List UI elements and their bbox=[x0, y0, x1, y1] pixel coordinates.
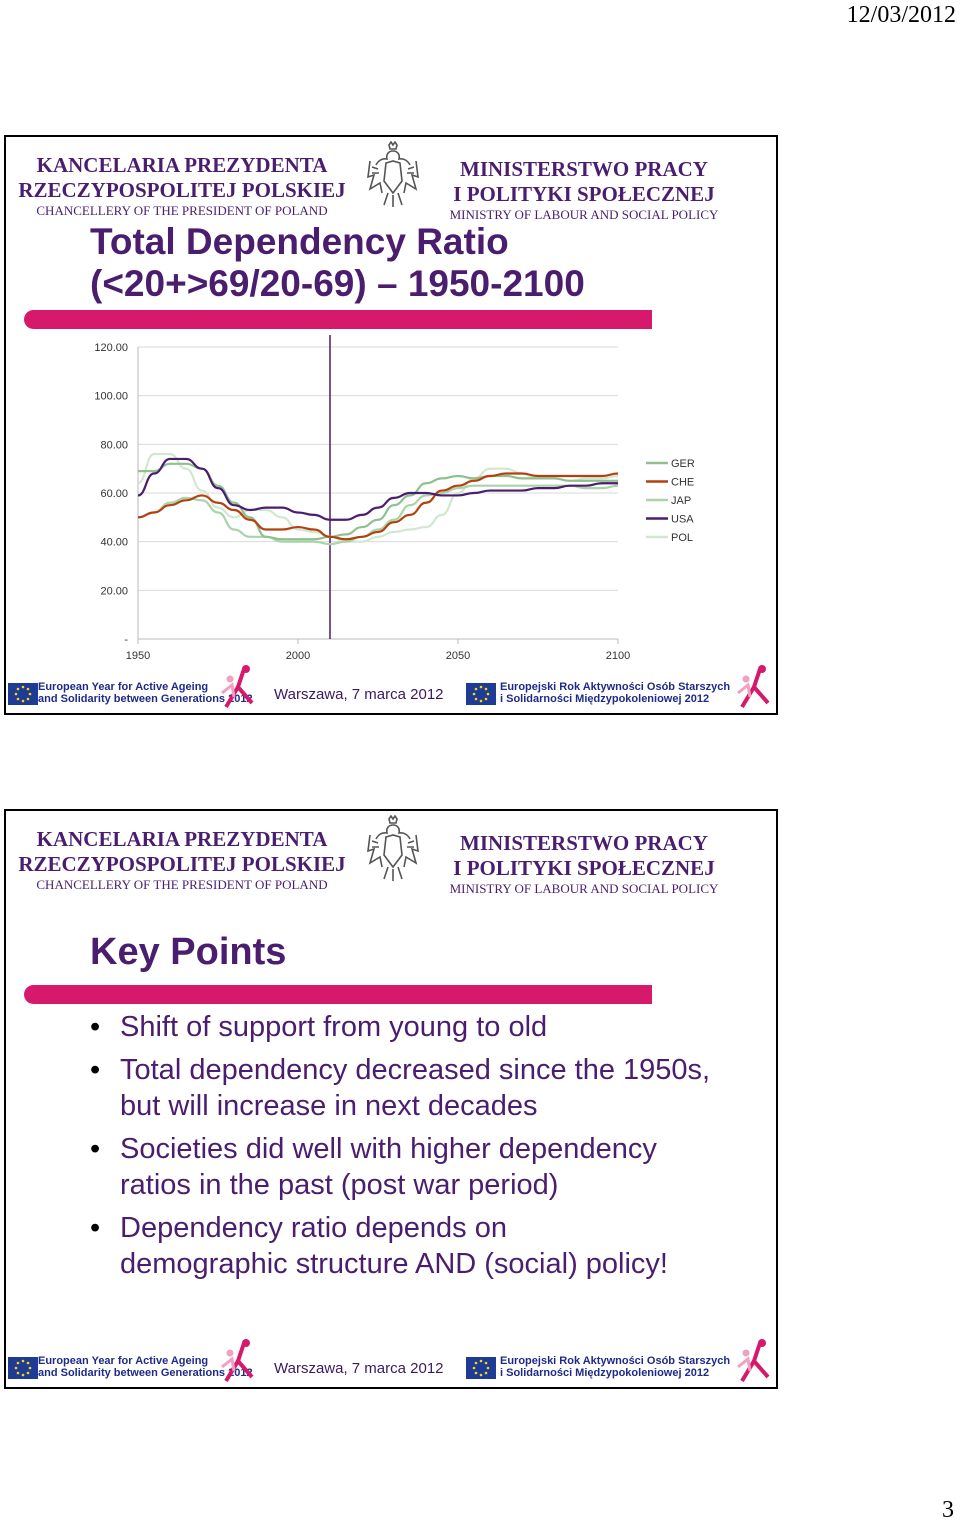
bullet-line: Total dependency decreased since the 1950s, bbox=[120, 1054, 711, 1086]
legend-label-che: CHE bbox=[671, 476, 695, 489]
eu-year-polish-line2: i Solidarności Międzypokoleniowej 2012 bbox=[500, 693, 710, 705]
active-ageing-logo-icon bbox=[218, 1337, 258, 1387]
bullet-line: demographic structure AND (social) policy! bbox=[120, 1248, 668, 1280]
x-tick-label: 2050 bbox=[445, 650, 471, 662]
ministry-name-line1: MINISTERSTWO PRACY bbox=[460, 157, 708, 181]
y-tick-label: - bbox=[124, 634, 128, 646]
slide-title-line2: (<20+>69/20-69) – 1950-2100 bbox=[90, 263, 585, 304]
chancellery-name-english: CHANCELLERY OF THE PRESIDENT OF POLAND bbox=[36, 877, 328, 892]
active-ageing-logo-icon bbox=[734, 1337, 774, 1387]
chart-series bbox=[138, 454, 618, 544]
y-tick-label: 100.00 bbox=[94, 390, 128, 403]
chancellery-header bbox=[12, 827, 352, 892]
ministry-name-line1: MINISTERSTWO PRACY bbox=[460, 831, 708, 855]
bullet-line: Societies did well with higher dependency bbox=[120, 1133, 657, 1165]
list-item bbox=[90, 1052, 770, 1124]
slide-total-dependency bbox=[4, 135, 778, 715]
chancellery-name-line1: KANCELARIA PREZYDENTA bbox=[36, 827, 328, 851]
y-tick-label: 20.00 bbox=[100, 585, 128, 598]
list-item bbox=[90, 1131, 770, 1203]
footer-date: Warszawa, 7 marca 2012 bbox=[274, 686, 444, 703]
chart-grid bbox=[138, 347, 618, 639]
polish-eagle-emblem-icon bbox=[360, 815, 426, 887]
bullet-icon: • bbox=[90, 1054, 101, 1086]
ministry-name-english: MINISTRY OF LABOUR AND SOCIAL POLICY bbox=[449, 207, 719, 222]
list-item bbox=[90, 1210, 770, 1282]
x-tick-label: 2100 bbox=[605, 650, 631, 662]
eu-year-english-line1: European Year for Active Ageing bbox=[38, 681, 209, 693]
polish-eagle-emblem-icon bbox=[360, 141, 426, 213]
chancellery-header bbox=[12, 153, 352, 218]
x-axis-ticks bbox=[126, 639, 630, 662]
footer-date: Warszawa, 7 marca 2012 bbox=[274, 1360, 444, 1377]
legend-label-pol: POL bbox=[671, 532, 694, 544]
legend-label-jap: JAP bbox=[671, 495, 692, 507]
eu-flag-icon bbox=[466, 1357, 496, 1379]
y-tick-label: 120.00 bbox=[94, 342, 128, 354]
bullet-icon: • bbox=[90, 1011, 101, 1043]
active-ageing-logo-icon bbox=[218, 663, 258, 713]
title-underline-bar bbox=[24, 310, 652, 329]
eu-year-text-polish bbox=[500, 1355, 730, 1379]
x-tick-label: 1950 bbox=[125, 650, 151, 662]
bullet-icon: • bbox=[90, 1133, 101, 1165]
page-number: 3 bbox=[942, 1497, 954, 1523]
list-item bbox=[90, 1009, 770, 1045]
eu-flag-icon bbox=[466, 683, 496, 705]
ministry-name-line2: I POLITYKI SPOŁECZNEJ bbox=[453, 182, 715, 206]
series-line-jap bbox=[138, 486, 618, 544]
eu-year-polish-line1: Europejski Rok Aktywności Osób Starszych bbox=[500, 1355, 731, 1367]
ministry-header bbox=[434, 157, 734, 222]
bullet-line: Shift of support from young to old bbox=[120, 1011, 548, 1043]
legend-label-usa: USA bbox=[671, 513, 694, 526]
chancellery-name-english: CHANCELLERY OF THE PRESIDENT OF POLAND bbox=[36, 203, 328, 218]
title-underline-bar bbox=[24, 985, 652, 1004]
y-tick-label: 40.00 bbox=[100, 536, 128, 549]
ministry-name-english: MINISTRY OF LABOUR AND SOCIAL POLICY bbox=[449, 881, 719, 896]
bullet-line: Dependency ratio depends on bbox=[120, 1212, 507, 1244]
y-tick-label: 80.00 bbox=[100, 439, 128, 452]
bullet-icon: • bbox=[90, 1212, 101, 1244]
key-points-list bbox=[90, 1009, 770, 1289]
eu-year-polish-line2: i Solidarności Międzypokoleniowej 2012 bbox=[500, 1367, 710, 1379]
slide-key-points bbox=[4, 809, 778, 1389]
eu-year-english-line2: and Solidarity between Generations 2012 bbox=[38, 1367, 253, 1379]
legend-label-ger: GER bbox=[671, 458, 695, 470]
y-tick-label: 60.00 bbox=[100, 488, 128, 500]
ministry-header bbox=[434, 831, 734, 896]
chancellery-name-line1: KANCELARIA PREZYDENTA bbox=[36, 153, 328, 177]
active-ageing-logo-icon bbox=[734, 663, 774, 713]
page-date: 12/03/2012 bbox=[846, 2, 956, 28]
eu-flag-icon bbox=[8, 1357, 38, 1379]
dependency-ratio-chart bbox=[6, 331, 776, 671]
slide-title: Key Points bbox=[90, 931, 287, 973]
slide-title bbox=[90, 221, 585, 305]
eu-year-polish-line1: Europejski Rok Aktywności Osób Starszych bbox=[500, 681, 731, 693]
ministry-name-line2: I POLITYKI SPOŁECZNEJ bbox=[453, 856, 715, 880]
bullet-line: but will increase in next decades bbox=[120, 1090, 538, 1122]
slide-footer bbox=[6, 661, 776, 713]
eu-flag-icon bbox=[8, 683, 38, 705]
slide-title-line1: Total Dependency Ratio bbox=[90, 221, 509, 262]
y-axis-ticks bbox=[94, 342, 128, 646]
x-tick-label: 2000 bbox=[285, 650, 311, 662]
series-line-usa bbox=[138, 459, 618, 520]
chancellery-name-line2: RZECZYPOSPOLITEJ POLSKIEJ bbox=[18, 178, 346, 202]
eu-year-english-line2: and Solidarity between Generations 2012 bbox=[38, 693, 253, 705]
chancellery-name-line2: RZECZYPOSPOLITEJ POLSKIEJ bbox=[18, 852, 346, 876]
eu-year-english-line1: European Year for Active Ageing bbox=[38, 1355, 209, 1367]
slide-footer bbox=[6, 1335, 776, 1387]
chart-legend bbox=[646, 458, 695, 544]
bullet-line: ratios in the past (post war period) bbox=[120, 1169, 559, 1201]
eu-year-text-polish bbox=[500, 681, 730, 705]
